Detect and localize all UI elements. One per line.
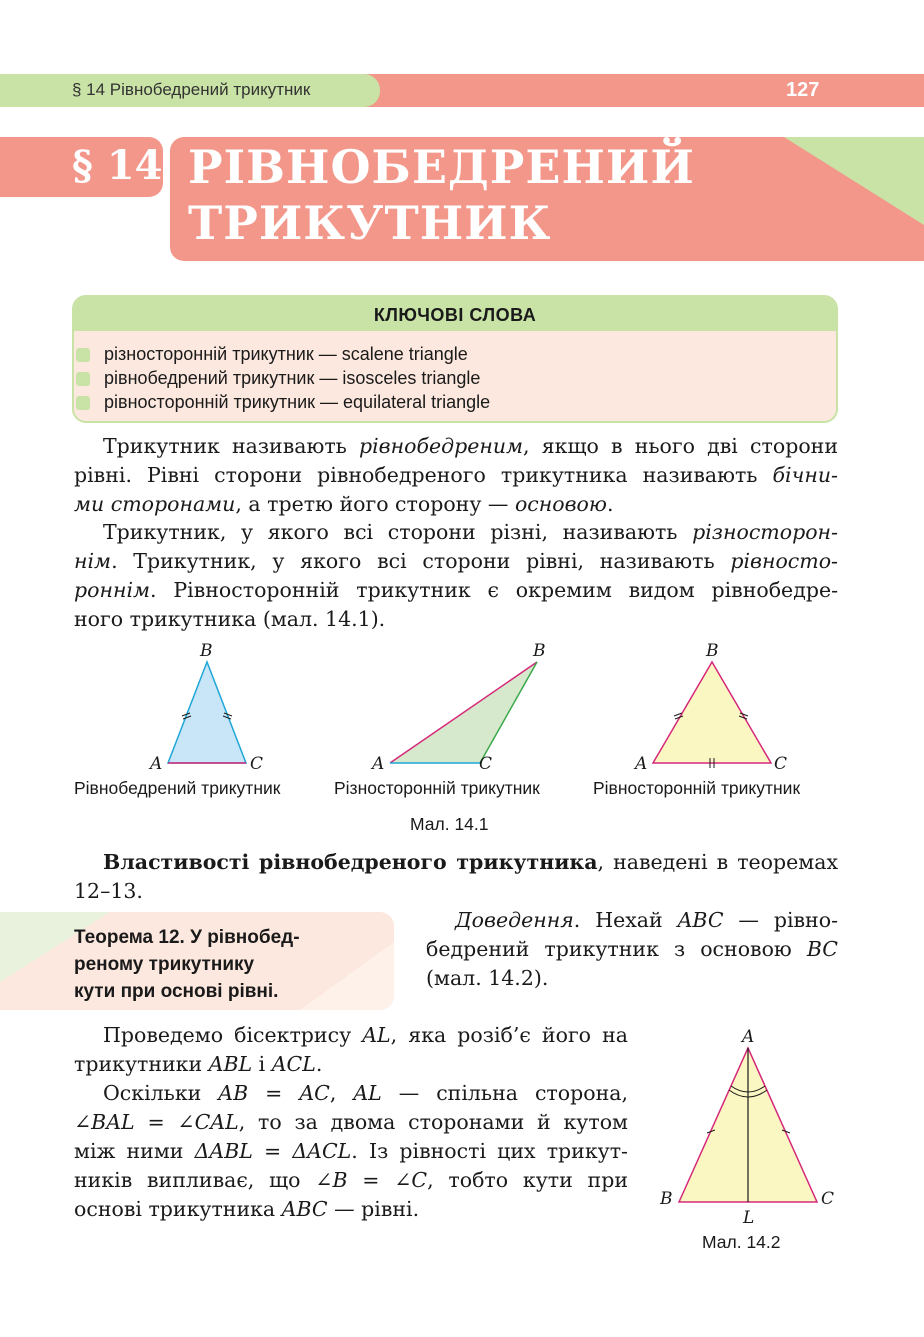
chapter-number: § 14 bbox=[72, 142, 163, 189]
keyword-item: рівносторонній трикутник — equilateral triangle bbox=[74, 392, 490, 413]
label-isosceles: Рівнобедрений трикутник bbox=[74, 778, 281, 798]
figure-14-2-caption: Мал. 14.2 bbox=[702, 1232, 781, 1252]
vertex-label-c: C bbox=[479, 754, 493, 774]
header-section-title: § 14 Рівнобедрений трикутник bbox=[72, 80, 311, 99]
vertex-label-c: C bbox=[250, 754, 264, 774]
keywords-box bbox=[72, 295, 838, 423]
title-corner-decoration bbox=[784, 137, 924, 227]
bullet-icon bbox=[76, 348, 90, 362]
theorem-12-text: Теорема 12. У рівнобед- реному трикутнику кути при основі рівні. bbox=[74, 927, 300, 1002]
paragraph-definition-isosceles: Трикутник називають рівнобедреним, якщо в нього дві сторони рівні. Рівні сторони рівнобедреного трикутника називають бічни- ми сторонами, а третю його сторону — основою. bbox=[74, 434, 838, 516]
point-label-l: L bbox=[743, 1208, 755, 1228]
paragraph-definition-scalene-equilateral: Трикутник, у якого всі сторони різні, називають різносторон- нім. Трикутник, у якого всі сторони рівні, називають рівносто- роннім. Рівносторонній трикутник є окремим видом рівнобедре- ного трикутника (мал. 14.1). bbox=[74, 520, 838, 631]
paragraph-properties-intro: Властивості рівнобедреного трикутника, наведені в теоремах 12–13. bbox=[74, 850, 839, 903]
figure-14-1-caption: Мал. 14.1 bbox=[410, 814, 489, 834]
vertex-label-b: B bbox=[660, 1189, 673, 1209]
vertex-label-c: C bbox=[821, 1189, 835, 1209]
label-scalene: Різносторонній трикутник bbox=[334, 778, 540, 798]
bullet-icon bbox=[76, 372, 90, 386]
isosceles-triangle bbox=[148, 641, 263, 774]
vertex-label-b: B bbox=[706, 641, 719, 661]
keywords-heading: КЛЮЧОВІ СЛОВА bbox=[373, 305, 537, 325]
keyword-item: рівнобедрений трикутник — isosceles triangle bbox=[74, 368, 480, 389]
vertex-label-a: A bbox=[742, 1027, 755, 1047]
equilateral-triangle bbox=[633, 641, 787, 774]
proof-intro: Доведення. Нехай ABC — рівно- бедрений трикутник з основою BC (мал. 14.2). bbox=[426, 908, 838, 990]
vertex-label-c: C bbox=[774, 754, 788, 774]
figure-14-1 bbox=[140, 636, 820, 778]
vertex-label-a: A bbox=[150, 754, 163, 774]
vertex-label-b: B bbox=[200, 641, 213, 661]
scalene-triangle bbox=[370, 641, 546, 774]
figure-14-2 bbox=[650, 1020, 850, 1230]
paragraph-bisector: Проведемо бісектрису AL, яка розіб’є його на трикутники ABL і ACL. bbox=[74, 1023, 628, 1076]
vertex-label-b: B bbox=[533, 641, 546, 661]
vertex-label-a: A bbox=[372, 754, 385, 774]
label-equilateral: Рівносторонній трикутник bbox=[593, 778, 801, 798]
chapter-title-line1: РІВНОБЕДРЕНИЙ bbox=[188, 140, 695, 194]
keyword-item: різносторонній трикутник — scalene triangle bbox=[74, 344, 468, 365]
bullet-icon bbox=[76, 396, 90, 410]
paragraph-proof-body: Оскільки AB = AC, AL — спільна сторона, ∠BAL = ∠CAL, то за двома сторонами й кутом між ними ΔABL = ΔACL. Із рівності цих трикут- ників випливає, що ∠B = ∠C, тобто кути при основі трикутника ABC — рівні. bbox=[74, 1081, 628, 1221]
chapter-title-line2: ТРИКУТНИК bbox=[188, 196, 552, 250]
page-number: 127 bbox=[786, 79, 820, 101]
vertex-label-a: A bbox=[635, 754, 648, 774]
